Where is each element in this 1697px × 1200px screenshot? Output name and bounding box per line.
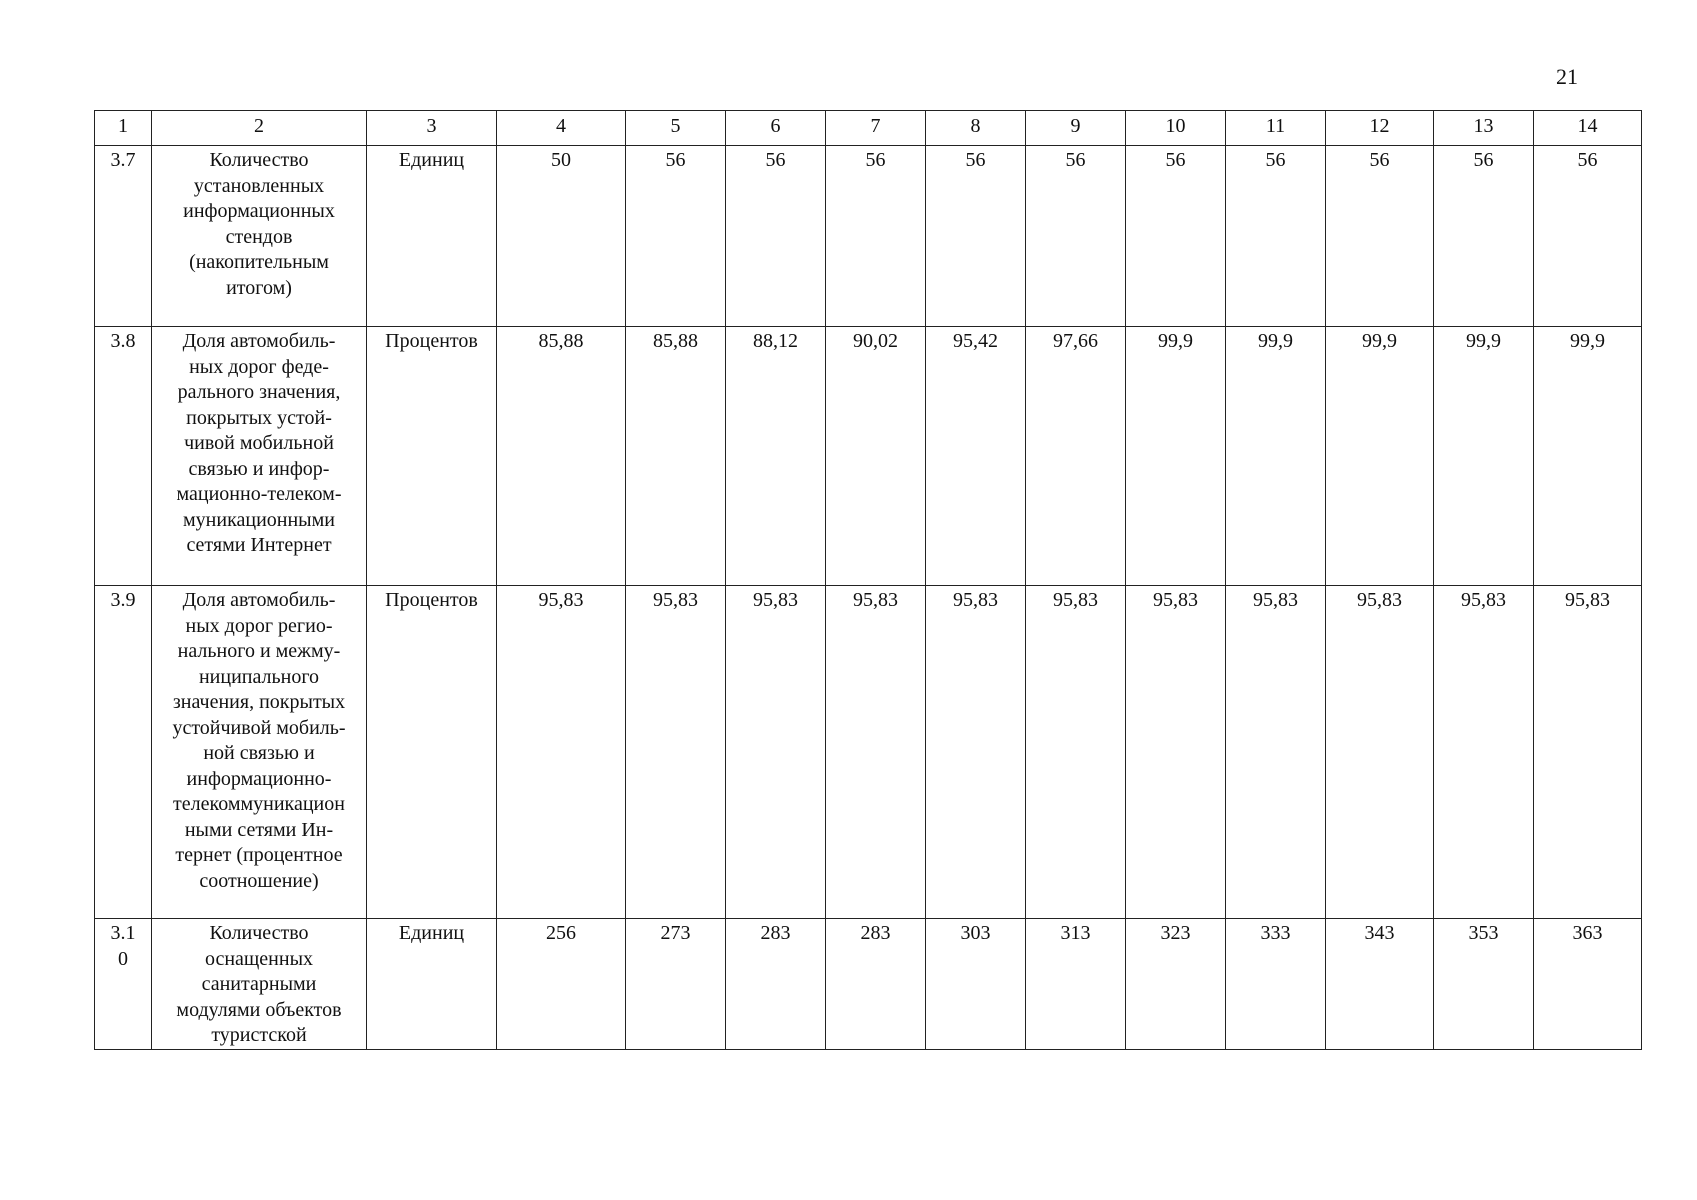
value-cell: 99,9 — [1226, 327, 1326, 586]
value-cell: 56 — [726, 146, 826, 327]
unit-cell: Процентов — [367, 586, 497, 919]
header-cell: 3 — [367, 111, 497, 146]
value-cell: 323 — [1126, 919, 1226, 1050]
value-cell: 363 — [1534, 919, 1642, 1050]
value-cell: 56 — [826, 146, 926, 327]
indicator-name: Доля автомобиль- ных дорог регио- нального и межму- ниципального значения, покрытых устойчивой мобиль- ной связью и информационно- телекоммуникацион ными сетями Ин- тернет (процентное соотношение) — [152, 586, 367, 919]
header-cell: 11 — [1226, 111, 1326, 146]
value-cell: 353 — [1434, 919, 1534, 1050]
value-cell: 56 — [1126, 146, 1226, 327]
unit-cell: Процентов — [367, 327, 497, 586]
row-number: 3.9 — [95, 586, 152, 919]
value-cell: 56 — [1026, 146, 1126, 327]
header-cell: 9 — [1026, 111, 1126, 146]
value-cell: 95,42 — [926, 327, 1026, 586]
header-row — [95, 111, 1642, 146]
indicator-name: Количество установленных информационных стендов (накопительным итогом) — [152, 146, 367, 327]
value-cell: 90,02 — [826, 327, 926, 586]
value-cell: 283 — [826, 919, 926, 1050]
header-cell: 5 — [626, 111, 726, 146]
value-cell: 313 — [1026, 919, 1126, 1050]
value-cell: 95,83 — [626, 586, 726, 919]
indicators-table — [94, 110, 1642, 1050]
value-cell: 88,12 — [726, 327, 826, 586]
value-cell: 256 — [497, 919, 626, 1050]
value-cell: 56 — [1226, 146, 1326, 327]
row-number: 3.1 0 — [95, 919, 152, 1050]
value-cell: 85,88 — [497, 327, 626, 586]
header-cell: 13 — [1434, 111, 1534, 146]
value-cell: 97,66 — [1026, 327, 1126, 586]
value-cell: 95,83 — [1226, 586, 1326, 919]
unit-cell: Единиц — [367, 146, 497, 327]
row-number: 3.7 — [95, 146, 152, 327]
value-cell: 95,83 — [1326, 586, 1434, 919]
value-cell: 95,83 — [1434, 586, 1534, 919]
value-cell: 99,9 — [1534, 327, 1642, 586]
unit-cell: Единиц — [367, 919, 497, 1050]
header-cell: 1 — [95, 111, 152, 146]
value-cell: 283 — [726, 919, 826, 1050]
header-cell: 4 — [497, 111, 626, 146]
value-cell: 56 — [626, 146, 726, 327]
table-row — [95, 327, 1642, 586]
value-cell: 50 — [497, 146, 626, 327]
indicator-name: Количество оснащенных санитарными модулями объектов туристской — [152, 919, 367, 1050]
value-cell: 273 — [626, 919, 726, 1050]
value-cell: 56 — [1534, 146, 1642, 327]
value-cell: 95,83 — [826, 586, 926, 919]
value-cell: 95,83 — [926, 586, 1026, 919]
value-cell: 343 — [1326, 919, 1434, 1050]
value-cell: 303 — [926, 919, 1026, 1050]
value-cell: 95,83 — [1534, 586, 1642, 919]
value-cell: 99,9 — [1326, 327, 1434, 586]
header-cell: 2 — [152, 111, 367, 146]
value-cell: 56 — [926, 146, 1026, 327]
value-cell: 99,9 — [1434, 327, 1534, 586]
value-cell: 95,83 — [726, 586, 826, 919]
value-cell: 95,83 — [1026, 586, 1126, 919]
table-row — [95, 586, 1642, 919]
value-cell: 95,83 — [1126, 586, 1226, 919]
header-cell: 8 — [926, 111, 1026, 146]
value-cell: 99,9 — [1126, 327, 1226, 586]
value-cell: 333 — [1226, 919, 1326, 1050]
value-cell: 85,88 — [626, 327, 726, 586]
page-number: 21 — [1556, 64, 1578, 89]
value-cell: 56 — [1434, 146, 1534, 327]
row-number: 3.8 — [95, 327, 152, 586]
indicator-name: Доля автомобиль- ных дорог феде- рального значения, покрытых устой- чивой мобильной связью и инфор- мационно-телеком- муникационными сетями Интернет — [152, 327, 367, 586]
table-row — [95, 919, 1642, 1050]
value-cell: 95,83 — [497, 586, 626, 919]
header-cell: 14 — [1534, 111, 1642, 146]
table-row — [95, 146, 1642, 327]
header-cell: 10 — [1126, 111, 1226, 146]
header-cell: 6 — [726, 111, 826, 146]
header-cell: 7 — [826, 111, 926, 146]
header-cell: 12 — [1326, 111, 1434, 146]
value-cell: 56 — [1326, 146, 1434, 327]
